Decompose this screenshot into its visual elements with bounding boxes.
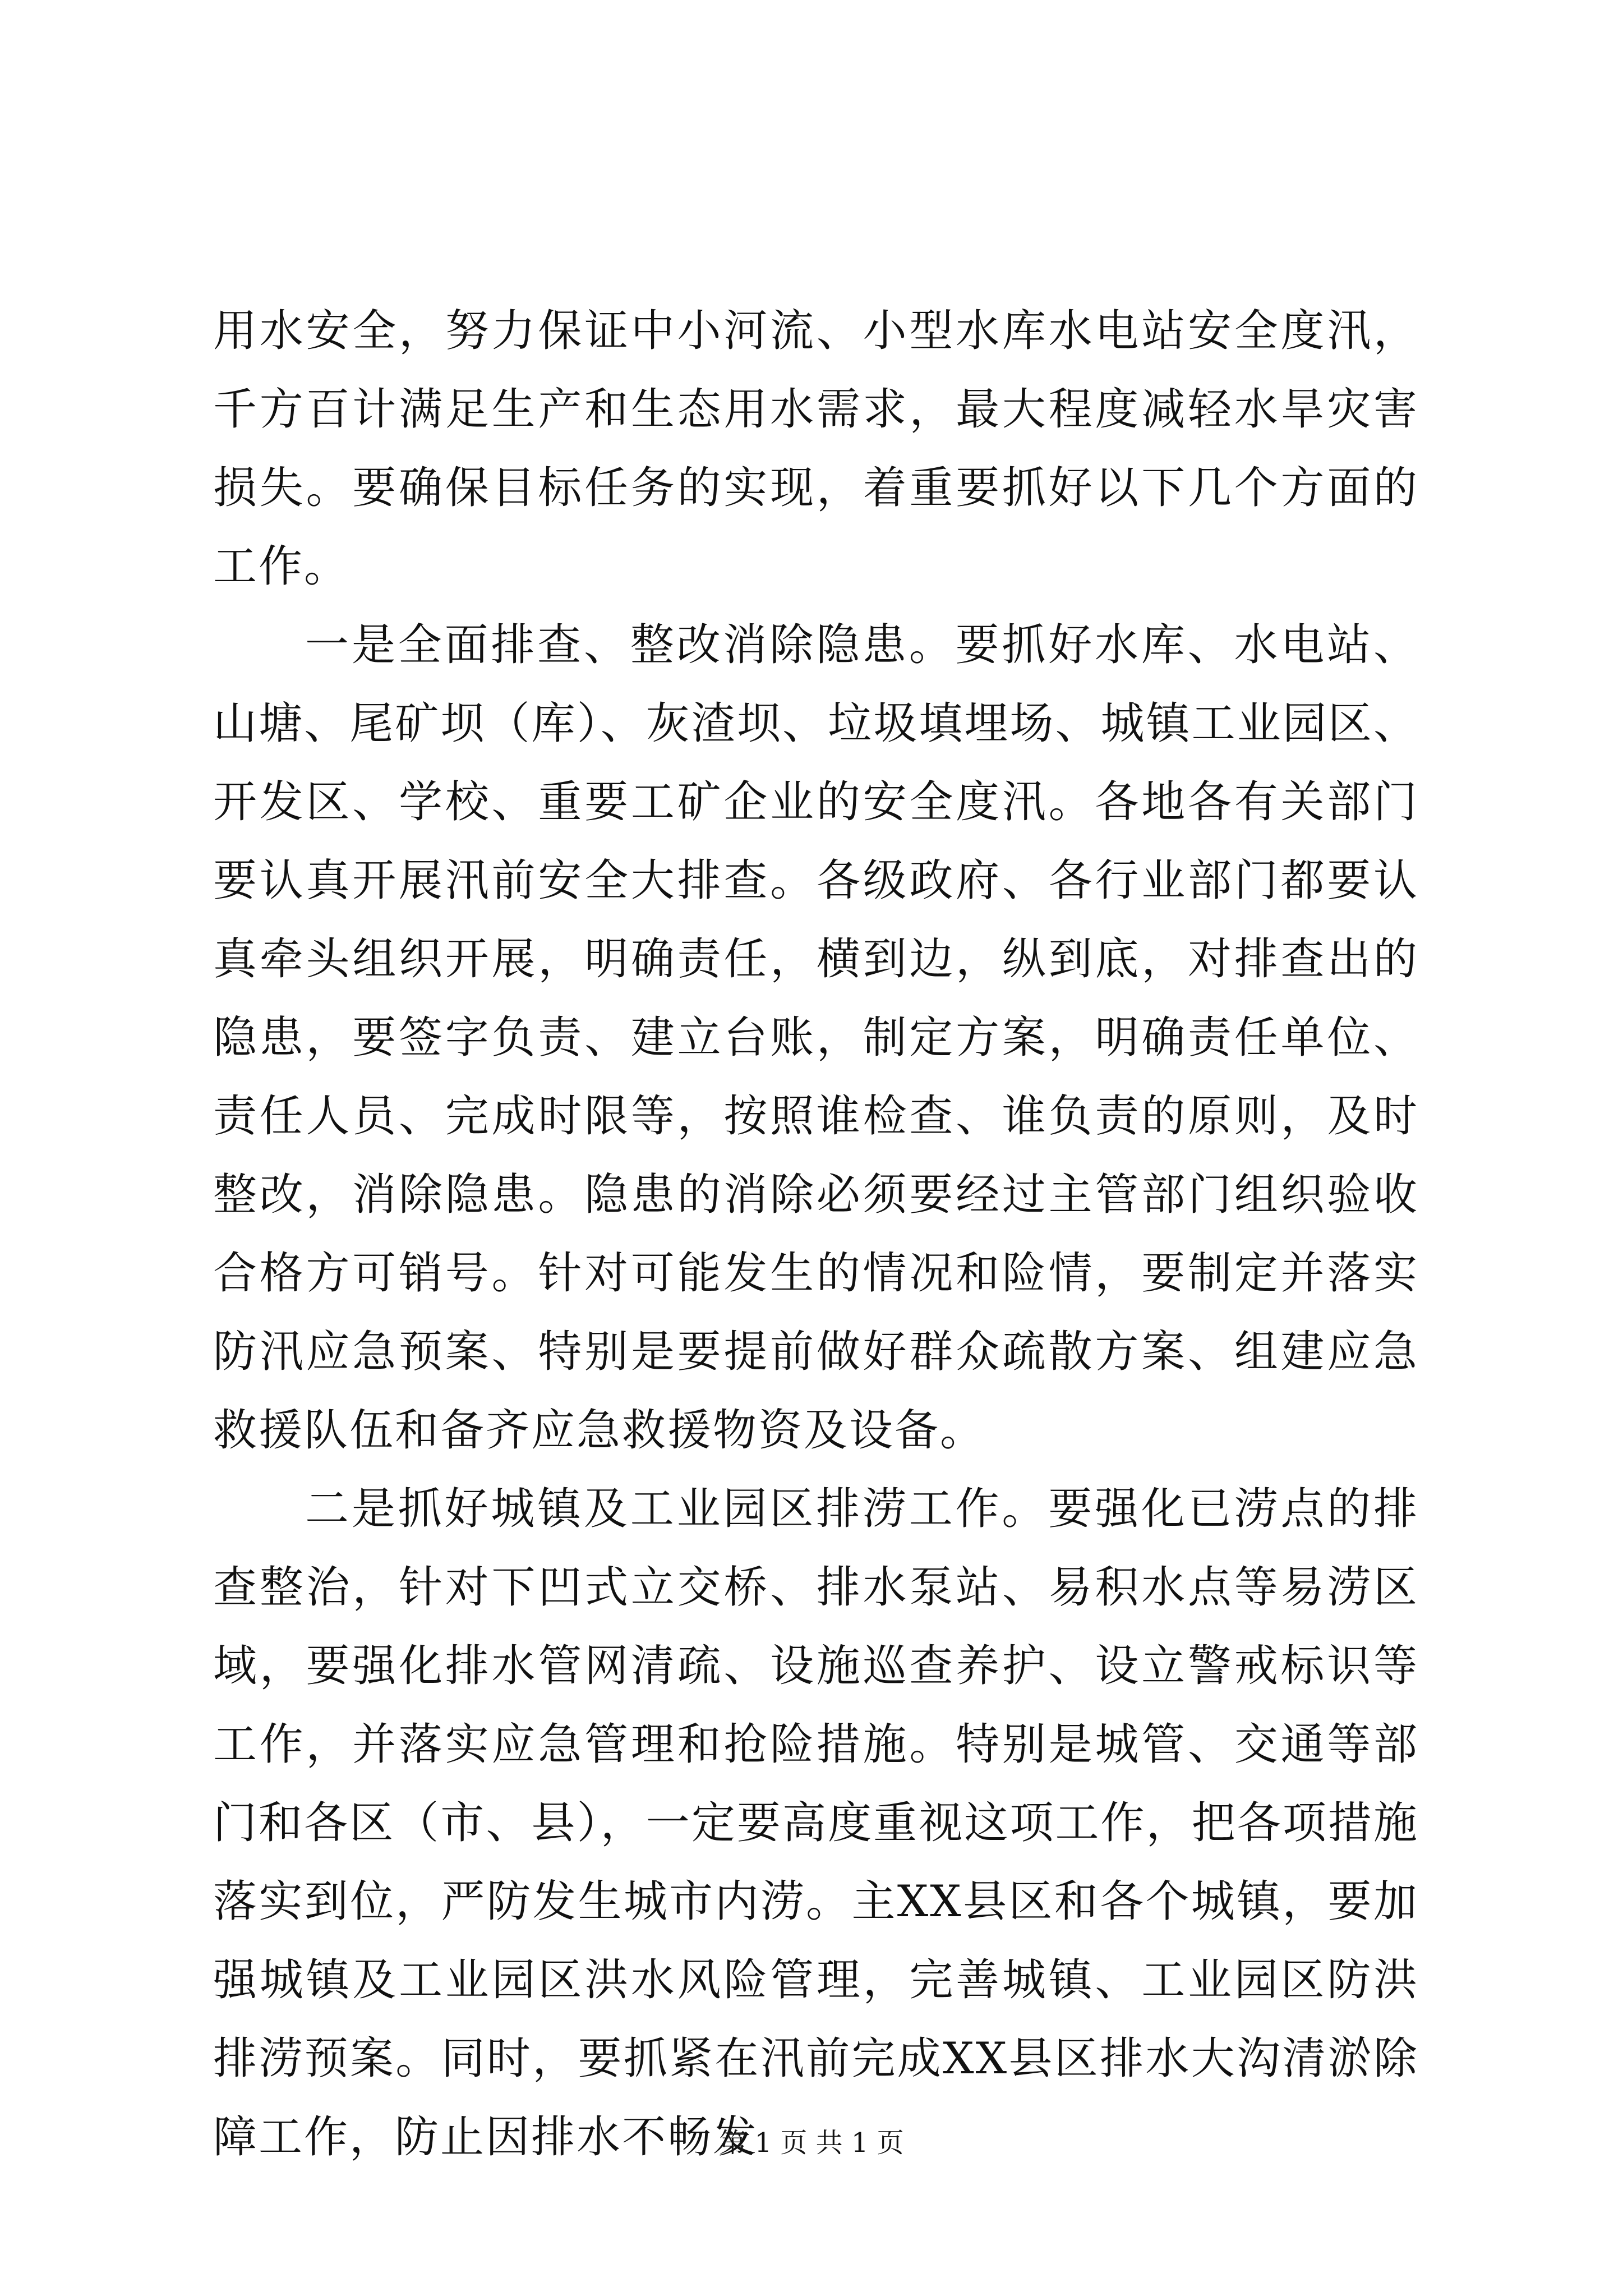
paragraph-2: 一是全面排查、整改消除隐患。要抓好水库、水电站、山塘、尾矿坝（库）、灰渣坝、垃圾填埋场、城镇工业园区、开发区、学校、重要工矿企业的安全度汛。各地各有关部门要认真开展汛前安全大排查。各级政府、各行业部门都要认真牵头组织开展，明确责任，横到边，纵到底，对排查出的隐患，要签字负责、建立台账，制定方案，明确责任单位、责任人员、完成时限等，按照谁检查、谁负责的原则，及时整改，消除隐患。隐患的消除必须要经过主管部门组织验收合格方可销号。针对可能发生的情况和险情，要制定并落实防汛应急预案、特别是要提前做好群众疏散方案、组建应急救援队伍和备齐应急救援物资及设备。 (213, 620, 1419, 1456)
paragraph-1: 用水安全，努力保证中小河流、小型水库水电站安全度汛，千方百计满足生产和生态用水需求，最大程度减轻水旱灾害损失。要确保目标任务的实现，着重要抓好以下几个方面的工作。 (213, 306, 1419, 592)
document-body (213, 292, 1419, 2177)
paragraph-3: 二是抓好城镇及工业园区排涝工作。要强化已涝点的排查整治，针对下凹式立交桥、排水泵站、易积水点等易涝区域，要强化排水管网清疏、设施巡查养护、设立警戒标识等工作，并落实应急管理和抢险措施。特别是城管、交通等部门和各区（市、县），一定要高度重视这项工作，把各项措施落实到位，严防发生城市内涝。主XX县区和各个城镇，要加强城镇及工业园区洪水风险管理，完善城镇、工业园区防洪排涝预案。同时，要抓紧在汛前完成XX县区排水大沟清淤除障工作，防止因排水不畅发 (213, 1484, 1419, 2162)
page-footer: 第 1 页 共 1 页 (719, 2127, 904, 2159)
